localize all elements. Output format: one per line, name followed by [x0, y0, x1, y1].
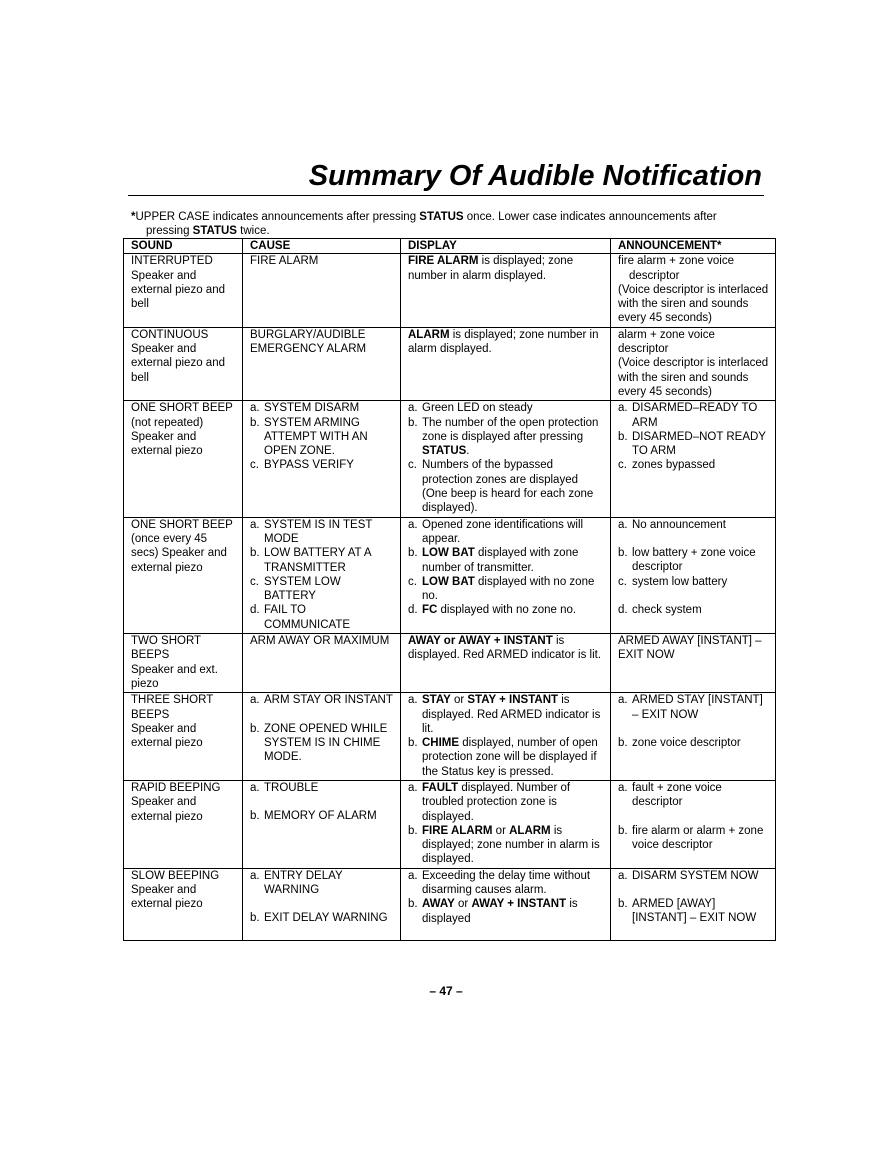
item-marker: b. — [618, 430, 628, 443]
item-marker: a. — [618, 402, 628, 415]
note-status-1: STATUS — [419, 211, 464, 223]
list-item — [618, 430, 769, 459]
display-cell — [401, 327, 611, 400]
note-star: * — [131, 211, 136, 223]
display-text: is displayed. Red ARMED indicator is lit. — [422, 694, 601, 735]
announcement-cell — [611, 401, 776, 517]
item-text: MEMORY OF ALARM — [264, 810, 377, 823]
list-item — [408, 416, 604, 459]
display-bold: STAY — [422, 694, 451, 707]
sound-line: Speaker and ext. — [131, 663, 218, 676]
audible-notification-table — [123, 238, 776, 941]
sound-line: BEEPS — [131, 649, 170, 662]
item-marker: b. — [408, 737, 418, 750]
list-item — [618, 824, 769, 853]
list-item — [250, 722, 394, 765]
announcement-cell — [611, 780, 776, 868]
item-marker: a. — [408, 781, 418, 794]
item-text — [422, 781, 604, 824]
note-status-2: STATUS — [192, 225, 237, 237]
list-item — [618, 603, 769, 617]
cause-text: EMERGENCY ALARM — [250, 343, 367, 356]
item-text: ZONE OPENED WHILE SYSTEM IS IN CHIME MODE. — [264, 722, 388, 764]
display-bold: ALARM — [509, 824, 551, 837]
item-text — [422, 416, 604, 459]
display-cell — [401, 693, 611, 781]
cause-cell — [243, 780, 401, 868]
list-item — [408, 781, 604, 824]
sound-line: external piezo and — [131, 283, 225, 296]
sound-cell — [124, 254, 243, 327]
list-item — [618, 518, 769, 532]
display-text: or — [492, 824, 510, 837]
display-cell — [401, 401, 611, 517]
item-text: check system — [632, 603, 702, 616]
announcement-text: (Voice descriptor is interlaced with the siren and sounds every 45 seconds) — [618, 357, 769, 398]
display-cell — [401, 780, 611, 868]
sound-line: ONE SHORT BEEP — [131, 402, 233, 415]
item-marker: b. — [250, 722, 260, 735]
display-bold: LOW BAT — [422, 575, 475, 588]
display-cell — [401, 254, 611, 327]
item-text: Green LED on steady — [422, 402, 533, 415]
cause-cell — [243, 868, 401, 940]
sound-line: (not repeated) — [131, 416, 204, 429]
item-marker: c. — [408, 575, 417, 588]
item-marker: a. — [250, 518, 260, 531]
cause-cell — [243, 327, 401, 400]
sound-line: BEEPS — [131, 708, 170, 721]
table-row — [124, 780, 776, 868]
sound-line: external piezo — [131, 737, 203, 750]
list-item — [250, 401, 394, 415]
sound-line: TWO SHORT — [131, 635, 202, 648]
sound-line: secs) Speaker and — [131, 547, 227, 560]
display-bold: AWAY or AWAY + INSTANT — [408, 635, 553, 648]
item-marker: c. — [408, 459, 417, 472]
list-item — [618, 458, 769, 472]
announcement-cell — [611, 868, 776, 940]
list-item — [408, 575, 604, 604]
sound-line: (once every 45 — [131, 532, 208, 545]
item-marker: a. — [618, 869, 628, 882]
item-text: TROUBLE — [264, 781, 319, 794]
cause-text: FIRE ALARM — [250, 255, 319, 268]
list-item — [250, 781, 394, 795]
display-text: displayed, number of open protection zone will be displayed if the Status key is pressed. — [422, 737, 598, 778]
page-number: – 47 – — [429, 984, 463, 998]
upper-case-note — [131, 210, 771, 238]
list-item — [618, 869, 769, 883]
item-text: EXIT DELAY WARNING — [264, 912, 388, 925]
sound-cell — [124, 634, 243, 693]
display-bold: FIRE ALARM — [408, 255, 479, 268]
display-text: is displayed; zone number in alarm is displayed. — [422, 824, 600, 866]
sound-cell — [124, 868, 243, 940]
list-item — [250, 693, 394, 707]
note-text-2: once. Lower case indicates announcements after — [463, 211, 717, 223]
header-announcement: ANNOUNCEMENT* — [611, 239, 776, 254]
item-text: low battery + zone voice descriptor — [632, 546, 756, 574]
announcement-cell — [611, 254, 776, 327]
list-item — [250, 458, 394, 472]
item-marker: d. — [408, 604, 418, 617]
item-text: Opened zone identifications will appear. — [422, 518, 584, 545]
sound-line: THREE SHORT — [131, 694, 214, 707]
sound-cell — [124, 693, 243, 781]
announcement-text: alarm + zone voice — [618, 328, 715, 341]
item-marker: c. — [618, 575, 627, 588]
item-marker: b. — [408, 898, 418, 911]
item-text: system low battery — [632, 575, 728, 588]
list-item — [618, 401, 769, 430]
list-item — [408, 824, 604, 867]
table-row — [124, 693, 776, 781]
item-text: ENTRY DELAY WARNING — [264, 869, 343, 897]
list-item — [250, 518, 394, 547]
item-marker: b. — [618, 824, 628, 837]
display-cell — [401, 517, 611, 633]
sound-line: piezo — [131, 677, 159, 690]
item-marker: a. — [408, 694, 418, 707]
list-item — [250, 809, 394, 823]
announcement-text: ARMED AWAY [INSTANT] – EXIT NOW — [618, 635, 762, 662]
item-marker: b. — [618, 898, 628, 911]
cause-text: ARM AWAY OR MAXIMUM — [250, 635, 390, 648]
item-marker: a. — [618, 781, 628, 794]
list-item — [250, 603, 394, 632]
cause-cell — [243, 693, 401, 781]
item-text: DISARMED–READY TO ARM — [632, 402, 758, 429]
cause-text: BURGLARY/AUDIBLE — [250, 328, 366, 341]
header-display: DISPLAY — [401, 239, 611, 254]
sound-cell — [124, 401, 243, 517]
display-text: is displayed; zone number in alarm displayed. — [408, 328, 599, 356]
display-cell — [401, 868, 611, 940]
announcement-text: fire alarm + zone voice — [618, 255, 735, 268]
item-text: Exceeding the delay time without disarming causes alarm. — [422, 869, 591, 897]
item-text: DISARMED–NOT READY TO ARM — [632, 430, 766, 458]
item-text: SYSTEM IS IN TEST MODE — [264, 518, 373, 545]
sound-line: external piezo — [131, 810, 203, 823]
item-text — [422, 693, 604, 736]
item-text: ARMED STAY [INSTANT] – EXIT NOW — [632, 694, 763, 721]
sound-line: INTERRUPTED — [131, 255, 213, 268]
list-item — [250, 546, 394, 575]
item-marker: d. — [618, 603, 628, 616]
item-text — [422, 736, 604, 779]
item-marker: a. — [618, 518, 628, 531]
item-marker: a. — [408, 402, 418, 415]
sound-line: RAPID BEEPING — [131, 781, 221, 794]
title-rule — [128, 195, 764, 196]
announcement-text: descriptor — [618, 343, 669, 356]
sound-cell — [124, 327, 243, 400]
item-text: zone voice descriptor — [632, 736, 741, 749]
announcement-cell — [611, 693, 776, 781]
table-row — [124, 254, 776, 327]
item-marker: a. — [250, 694, 260, 707]
list-item — [618, 736, 769, 750]
display-text: displayed with no zone no. — [422, 575, 595, 603]
display-bold: FAULT — [422, 781, 459, 794]
sound-line: Speaker and — [131, 722, 197, 735]
sound-line: external piezo — [131, 561, 203, 574]
item-text: No announcement — [632, 518, 726, 531]
display-bold: FC — [422, 604, 438, 617]
item-text: ARMED [AWAY] [INSTANT] – EXIT NOW — [632, 898, 757, 925]
display-bold: FIRE ALARM — [422, 824, 493, 837]
list-item — [408, 897, 604, 926]
cause-cell — [243, 254, 401, 327]
item-text: DISARM SYSTEM NOW — [632, 869, 759, 882]
sound-line: Speaker and — [131, 430, 197, 443]
display-text: displayed. Number of troubled protection zone is displayed. — [422, 781, 571, 823]
cause-cell — [243, 517, 401, 633]
display-bold: STATUS — [422, 445, 467, 458]
sound-line: Speaker and — [131, 269, 197, 282]
table-row — [124, 327, 776, 400]
display-text: or — [454, 898, 472, 911]
item-text: fault + zone voice descriptor — [632, 781, 722, 809]
display-text: displayed with no zone no. — [437, 604, 577, 617]
item-marker: a. — [250, 781, 260, 794]
list-item — [618, 897, 769, 926]
display-text: is displayed; zone number in alarm displayed. — [408, 255, 574, 282]
item-marker: b. — [250, 547, 260, 560]
note-text-4: twice. — [236, 225, 270, 237]
item-marker: c. — [618, 459, 627, 472]
item-text: ARM STAY OR INSTANT — [264, 694, 393, 707]
cause-cell — [243, 401, 401, 517]
item-text: SYSTEM ARMING ATTEMPT WITH AN OPEN ZONE. — [264, 416, 368, 458]
item-text: BYPASS VERIFY — [264, 459, 354, 472]
item-text — [422, 546, 604, 575]
list-item — [250, 416, 394, 459]
item-text: LOW BATTERY AT A TRANSMITTER — [264, 547, 371, 574]
list-item — [618, 693, 769, 722]
sound-line: Speaker and — [131, 796, 197, 809]
item-text — [422, 824, 604, 867]
display-text: is displayed — [422, 898, 578, 925]
list-item — [408, 518, 604, 547]
table-row — [124, 868, 776, 940]
sound-line: bell — [131, 371, 149, 384]
announcement-text: (Voice descriptor is interlaced with the siren and sounds every 45 seconds) — [618, 283, 769, 325]
sound-line: bell — [131, 298, 149, 311]
item-marker: a. — [408, 869, 418, 882]
announcement-text: descriptor — [629, 269, 680, 282]
item-text: zones bypassed — [632, 459, 716, 472]
item-marker: b. — [408, 824, 418, 837]
table-header-row — [124, 239, 776, 254]
sound-line: Speaker and — [131, 343, 197, 356]
list-item — [408, 401, 604, 415]
item-marker: b. — [618, 736, 628, 749]
announcement-cell — [611, 517, 776, 633]
item-text: SYSTEM DISARM — [264, 402, 360, 415]
list-item — [618, 781, 769, 810]
header-cause: CAUSE — [243, 239, 401, 254]
sound-cell — [124, 517, 243, 633]
item-marker: b. — [250, 416, 260, 429]
sound-line: ONE SHORT BEEP — [131, 518, 233, 531]
sound-line: CONTINUOUS — [131, 328, 209, 341]
item-marker: a. — [250, 869, 260, 882]
item-marker: c. — [250, 459, 259, 472]
list-item — [618, 546, 769, 575]
table-row — [124, 401, 776, 517]
announcement-cell — [611, 634, 776, 693]
item-text — [422, 575, 604, 604]
display-bold: ALARM — [408, 328, 450, 341]
item-marker: b. — [408, 416, 418, 429]
item-marker: a. — [618, 694, 628, 707]
list-item — [408, 693, 604, 736]
header-sound: SOUND — [124, 239, 243, 254]
item-marker: a. — [408, 518, 418, 531]
display-text: The number of the open protection zone is displayed after pressing — [422, 416, 599, 443]
list-item — [250, 869, 394, 898]
item-marker: d. — [250, 604, 260, 617]
sound-line: external piezo — [131, 898, 203, 911]
item-marker: c. — [250, 575, 259, 588]
display-text: . — [466, 445, 470, 458]
display-bold: AWAY — [422, 898, 455, 911]
display-bold: STAY + INSTANT — [467, 694, 559, 707]
list-item — [408, 869, 604, 898]
item-text: fire alarm or alarm + zone voice descriptor — [632, 824, 764, 851]
item-text: Numbers of the bypassed protection zones are displayed (One beep is heard for each zone displayed). — [422, 459, 594, 515]
item-marker: b. — [408, 547, 418, 560]
sound-line: SLOW BEEPING — [131, 869, 220, 882]
list-item — [250, 911, 394, 925]
sound-cell — [124, 780, 243, 868]
item-text: FAIL TO COMMUNICATE — [264, 604, 351, 631]
item-marker: a. — [250, 402, 260, 415]
display-bold: AWAY + INSTANT — [471, 898, 567, 911]
display-text: or — [450, 694, 468, 707]
list-item — [408, 603, 604, 617]
item-marker: b. — [250, 810, 260, 823]
display-bold: LOW BAT — [422, 547, 475, 560]
display-bold: CHIME — [422, 737, 460, 750]
item-text: SYSTEM LOW BATTERY — [264, 575, 341, 603]
cause-cell — [243, 634, 401, 693]
display-text: is displayed. Red ARMED indicator is lit. — [408, 635, 602, 662]
sound-line: Speaker and — [131, 884, 197, 897]
list-item — [408, 546, 604, 575]
sound-line: external piezo and — [131, 357, 225, 370]
list-item — [618, 575, 769, 589]
list-item — [250, 575, 394, 604]
table-row — [124, 517, 776, 633]
list-item — [408, 458, 604, 515]
item-marker: b. — [250, 912, 260, 925]
note-text-3: pressing — [146, 225, 193, 237]
list-item — [408, 736, 604, 779]
item-marker: b. — [618, 546, 628, 559]
sound-line: external piezo — [131, 445, 203, 458]
display-text: displayed with zone number of transmitter. — [422, 547, 579, 574]
display-cell — [401, 634, 611, 693]
note-text-1: UPPER CASE indicates announcements after pressing — [135, 211, 420, 223]
item-text — [422, 897, 604, 926]
page-title: Summary Of Audible Notification — [308, 160, 762, 192]
item-text — [422, 603, 604, 617]
announcement-cell — [611, 327, 776, 400]
table-row — [124, 634, 776, 693]
